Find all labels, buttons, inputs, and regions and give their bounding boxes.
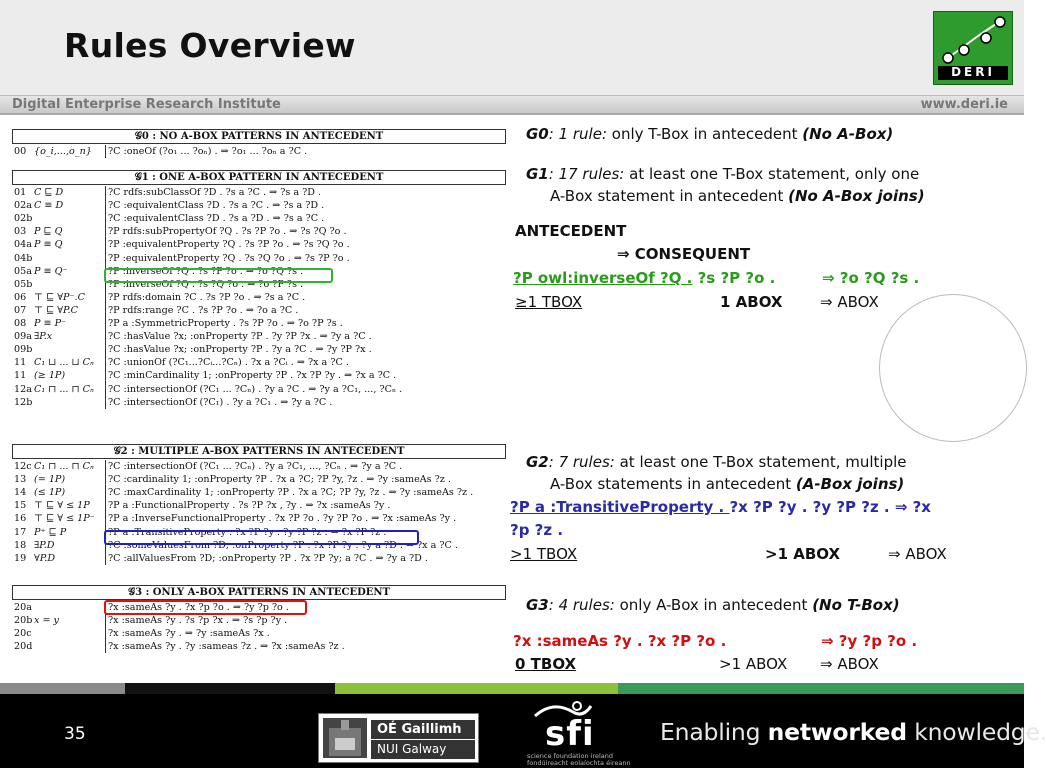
rule-code: ?P rdfs:range ?C . ?s ?P ?o . ⇒ ?o a ?C . [108, 304, 299, 316]
rule-code: ?C :intersectionOf (?C₁ ... ?Cₙ) . ?y a ?C₁, ..., ?Cₙ . ⇒ ?y a ?C . [108, 461, 403, 472]
g3-summary [526, 596, 900, 614]
rule-row [12, 186, 506, 199]
rule-row [12, 640, 506, 653]
g2-count: : 7 rules: [548, 453, 615, 471]
g1-text1: at least one T-Box statement, only one [624, 165, 920, 183]
g2-summary-line1 [526, 453, 907, 471]
rule-number: 02b [14, 213, 33, 225]
rule-code: ?P :inverseOf ?Q . ?s ?Q ?o . ⇒ ?o ?P ?s . [108, 278, 304, 290]
rule-row [12, 238, 506, 251]
rule-number: 09a [14, 331, 32, 343]
rule-row [12, 499, 506, 512]
dl-notation: ⊤ ⊑ ∀P.C [34, 304, 78, 316]
g3-abox-count: >1 ABOX [719, 655, 788, 673]
rule-row [12, 486, 506, 499]
g1-abox-count: 1 ABOX [720, 293, 783, 311]
g2-note: (A-Box joins) [795, 475, 905, 493]
rule-number: 00 [14, 146, 27, 157]
sfi-logo [527, 700, 631, 767]
galway-crest-icon [323, 718, 367, 758]
rule-number: 01 [14, 187, 27, 198]
rule-code: ?P rdfs:domain ?C . ?s ?P ?o . ⇒ ?s a ?C . [108, 291, 306, 303]
g2-text1: at least one T-Box statement, multiple [614, 453, 907, 471]
rule-number: 13 [14, 474, 27, 486]
tagline [660, 718, 1047, 746]
g1-tbox-count: ≥1 TBOX [515, 293, 583, 311]
rule-row [12, 614, 506, 627]
rule-number: 19 [14, 552, 27, 564]
g2-example-rule-cont: ?p ?z . [510, 521, 564, 539]
rule-code: ?C :oneOf (?o₁ ... ?oₙ) . ⇒ ?o₁ ... ?oₙ a ?C . [108, 146, 308, 157]
g1-example-consequent: ⇒ ?o ?Q ?s . [822, 269, 920, 287]
dl-notation: ∃P.x [34, 331, 53, 343]
rule-code: ?C :allValuesFrom ?D; :onProperty ?P . ?x ?P ?y; a ?C . ⇒ ?y a ?D . [108, 552, 428, 564]
dl-notation: C₁ ⊓ ... ⊓ Cₙ [34, 461, 94, 472]
organization-name: Digital Enterprise Research Institute [12, 97, 281, 112]
rule-number: 18 [14, 539, 27, 551]
rule-row [12, 212, 506, 225]
dl-notation: ⊤ ⊑ ∀P⁻.C [34, 291, 85, 303]
rule-number: 20d [14, 641, 33, 653]
dl-notation: (≤ 1P) [34, 487, 66, 499]
g3-tbox-count: 0 TBOX [515, 655, 577, 673]
rule-code: ?C :equivalentClass ?D . ?s a ?C . ⇒ ?s a ?D . [108, 200, 325, 212]
rule-code: ?P a :SymmetricProperty . ?s ?P ?o . ⇒ ?o ?P ?s . [108, 318, 343, 329]
dl-notation: ⊤ ⊑ ∀ ≤ 1P [34, 500, 90, 512]
dl-notation: x = y [34, 615, 59, 627]
tagline-part1: Enabling [660, 718, 768, 746]
g3-example-rule: ?x :sameAs ?y . ?x ?P ?o . [513, 632, 727, 650]
rule-number: 05a [14, 265, 32, 277]
dl-notation: C ≡ D [34, 200, 64, 212]
g3-example-consequent: ⇒ ?y ?p ?o . [821, 632, 918, 650]
rule-code: ?x :sameAs ?y . ?s ?p ?x . ⇒ ?s ?p ?y . [108, 615, 288, 627]
rule-number: 07 [14, 304, 27, 316]
rule-row [12, 304, 506, 317]
rule-row [12, 627, 506, 640]
rule-number: 08 [14, 318, 27, 329]
rules-table [12, 127, 506, 657]
rule-number: 04b [14, 252, 33, 264]
g1-abox-result: ⇒ ABOX [820, 293, 879, 311]
rule-row [12, 552, 506, 565]
deri-logo [933, 11, 1013, 85]
rule-row [12, 512, 506, 525]
rule-code: ?x :sameAs ?y . ⇒ ?y :sameAs ?x . [108, 628, 270, 640]
rule-number: 20c [14, 628, 32, 640]
rule-number: 12a [14, 383, 32, 395]
dl-notation: (= 1P) [34, 474, 66, 486]
g0-text: only T-Box in antecedent [607, 125, 803, 143]
rule-number: 05b [14, 278, 33, 290]
g3-abox-result: ⇒ ABOX [820, 655, 879, 673]
rule-code: ?P :equivalentProperty ?Q . ?s ?Q ?o . ⇒ ?s ?P ?o . [108, 252, 350, 264]
rule-code: ?P a :InverseFunctionalProperty . ?x ?P ?o . ?y ?P ?o . ⇒ ?x :sameAs ?y . [108, 513, 457, 525]
stripe-black [125, 683, 335, 694]
rule-code: ?C :cardinality 1; :onProperty ?P . ?x a ?C; ?P ?y, ?z . ⇒ ?y :sameAs ?z . [108, 474, 451, 486]
rule-row [12, 330, 506, 343]
g1-example-rule [513, 269, 775, 287]
rule-code: ?C :intersectionOf (?C₁) . ?y a ?C₁ . ⇒ ?y a ?C . [108, 396, 333, 408]
g3-note: (No T-Box) [812, 596, 900, 614]
rule-number: 15 [14, 500, 27, 512]
g1-text2: A-Box statement in antecedent [550, 187, 789, 205]
rule-code: ?C :unionOf (?C₁...?Cᵢ...?Cₙ) . ?x a ?Cᵢ . ⇒ ?x a ?C . [108, 357, 349, 369]
institute-bar [0, 95, 1024, 115]
rule-row [12, 225, 506, 238]
g2-example-abox: ?x ?P ?y . ?y ?P ?z . ⇒ ?x [729, 498, 931, 516]
dl-notation: P⁺ ⊑ P [34, 526, 67, 538]
g1-count: : 17 rules: [548, 165, 625, 183]
rule-number: 06 [14, 291, 27, 303]
sfi-wordmark: sfi [545, 714, 595, 754]
g0-note: (No A-Box) [802, 125, 894, 143]
g3-text: only A-Box in antecedent [614, 596, 813, 614]
rule-code: ?x :sameAs ?y . ?x ?p ?o . ⇒ ?y ?p ?o . [108, 602, 289, 613]
g3-label: G3 [526, 596, 549, 614]
rule-code: ?P rdfs:subPropertyOf ?Q . ?s ?P ?o . ⇒ ?s ?Q ?o . [108, 226, 347, 238]
galway-line2: NUI Galway [371, 740, 475, 759]
rule-code: ?P :equivalentProperty ?Q . ?s ?P ?o . ⇒ ?s ?Q ?o . [108, 239, 350, 251]
dl-notation: C ⊑ D [34, 187, 64, 198]
rule-row [12, 369, 506, 382]
g1-summary-line2 [550, 187, 925, 205]
dl-notation: P ⊑ Q [34, 226, 63, 238]
highlight-red [104, 600, 307, 615]
stripe-gray [0, 683, 125, 694]
rule-row [12, 291, 506, 304]
tagline-part3: knowledge. [906, 718, 1047, 746]
tagline-part2: networked [767, 718, 907, 746]
rule-row [12, 199, 506, 212]
g1-example-abox: ?s ?P ?o . [692, 269, 776, 287]
color-stripes [0, 683, 1024, 694]
rule-code: ?C rdfs:subClassOf ?D . ?s a ?C . ⇒ ?s a ?D . [108, 187, 322, 198]
stripe-green [618, 683, 1024, 694]
consequent-label: ⇒ CONSEQUENT [617, 245, 751, 263]
sfi-subtitle-irish: fondúireacht eolaíochta éireann [527, 759, 631, 767]
rule-row [12, 356, 506, 369]
highlight-blue [104, 530, 419, 545]
rule-code: ?C :maxCardinality 1; :onProperty ?P . ?x a ?C; ?P ?y, ?z . ⇒ ?y :sameAs ?z . [108, 487, 474, 499]
dl-notation: C₁ ⊔ ... ⊔ Cₙ [34, 357, 94, 369]
dl-notation: P ≡ P⁻ [34, 318, 67, 329]
g1-note: (No A-Box joins) [788, 187, 925, 205]
g2-abox-count: >1 ABOX [765, 545, 841, 563]
rule-number: 12b [14, 396, 33, 408]
g2-abox-result: ⇒ ABOX [888, 545, 947, 563]
rule-code: ?C :equivalentClass ?D . ?s a ?D . ⇒ ?s a ?C . [108, 213, 325, 225]
dl-notation: (≥ 1P) [34, 370, 66, 382]
g1-example-tbox: ?P owl:inverseOf ?Q . [513, 269, 693, 287]
rule-row [12, 396, 506, 409]
rule-number: 11 [14, 370, 27, 382]
rule-code: ?P :inverseOf ?Q . ?s ?P ?o . ⇒ ?o ?Q ?s . [108, 265, 304, 277]
dl-notation: {o_i,...,o_n} [34, 146, 92, 157]
g2-label: G2 [526, 453, 549, 471]
g2-tbox-count: >1 TBOX [510, 545, 578, 563]
rule-row [12, 145, 506, 158]
group-heading: 𝒢0 : NO A-BOX PATTERNS IN ANTECEDENT [12, 129, 506, 144]
rule-row [12, 383, 506, 396]
g0-label: G0 [526, 125, 549, 143]
g2-text2: A-Box statements in antecedent [550, 475, 796, 493]
g2-summary-line2 [550, 475, 904, 493]
rule-row [12, 252, 506, 265]
website-url: www.deri.ie [920, 97, 1008, 112]
group-heading: 𝒢2 : MULTIPLE A-BOX PATTERNS IN ANTECEDENT [12, 444, 506, 459]
rule-row [12, 473, 506, 486]
rule-number: 11 [14, 357, 27, 369]
deri-logo-text: DERI [951, 65, 995, 79]
rule-code: ?C :hasValue ?x; :onProperty ?P . ?y a ?C . ⇒ ?y ?P ?x . [108, 344, 372, 356]
rule-number: 17 [14, 526, 27, 538]
rule-code: ?C :hasValue ?x; :onProperty ?P . ?y ?P ?x . ⇒ ?y a ?C . [108, 331, 372, 343]
rule-row [12, 460, 506, 473]
rule-number: 20a [14, 602, 32, 613]
page-number: 35 [64, 724, 86, 744]
g3-count: : 4 rules: [548, 596, 615, 614]
nui-galway-logo [318, 713, 479, 763]
rule-code: ?C :minCardinality 1; :onProperty ?P . ?x ?P ?y . ⇒ ?x a ?C . [108, 370, 397, 382]
rule-number: 03 [14, 226, 27, 238]
sfi-subtitle: science foundation ireland [527, 752, 614, 760]
rule-number: 14 [14, 487, 27, 499]
rule-row [12, 343, 506, 356]
rule-code: ?C :someValuesFrom ?D; :onProperty ?P . ?x ?P ?y . ?y a ?D . ⇒ ?x a ?C . [108, 539, 458, 551]
rule-number: 02a [14, 200, 32, 212]
rule-number: 16 [14, 513, 27, 525]
rule-number: 20b [14, 615, 33, 627]
rule-number: 09b [14, 344, 33, 356]
decorative-circle [879, 294, 1027, 442]
highlight-green [104, 268, 333, 283]
g0-summary [526, 125, 893, 143]
group-heading: 𝒢3 : ONLY A-BOX PATTERNS IN ANTECEDENT [12, 585, 506, 600]
g1-summary-line1 [526, 165, 919, 183]
g0-count: : 1 rule: [548, 125, 608, 143]
antecedent-label: ANTECEDENT [515, 222, 627, 240]
dl-notation: ∃P.D [34, 539, 55, 551]
g1-label: G1 [526, 165, 549, 183]
rule-code: ?P a :TransitiveProperty . ?x ?P ?y . ?y ?P ?z . ⇒ ?x ?P ?z . [108, 526, 387, 538]
dl-notation: P ≡ Q⁻ [34, 265, 68, 277]
dl-notation: P ≡ Q [34, 239, 63, 251]
slide-title: Rules Overview [64, 26, 356, 65]
dl-notation: C₁ ⊓ ... ⊓ Cₙ [34, 383, 94, 395]
group-heading: 𝒢1 : ONE A-BOX PATTERN IN ANTECEDENT [12, 170, 506, 185]
rule-code: ?x :sameAs ?y . ?y :sameas ?z . ⇒ ?x :sameAs ?z . [108, 641, 345, 653]
rule-number: 12c [14, 461, 32, 472]
rule-row [12, 317, 506, 330]
rule-code: ?P a :FunctionalProperty . ?s ?P ?x , ?y . ⇒ ?x :sameAs ?y . [108, 500, 391, 512]
dl-notation: ∀P.D [34, 552, 56, 564]
rule-number: 04a [14, 239, 32, 251]
stripe-lime [335, 683, 618, 694]
g2-example-tbox: ?P a :TransitiveProperty . [510, 498, 730, 516]
dl-notation: ⊤ ⊑ ∀ ≤ 1P⁻ [34, 513, 95, 525]
rule-code: ?C :intersectionOf (?C₁ ... ?Cₙ) . ?y a ?C . ⇒ ?y a ?C₁, ..., ?Cₙ . [108, 383, 403, 395]
g2-example-rule [510, 498, 931, 516]
galway-line1: OÉ Gaillimh [371, 720, 475, 739]
